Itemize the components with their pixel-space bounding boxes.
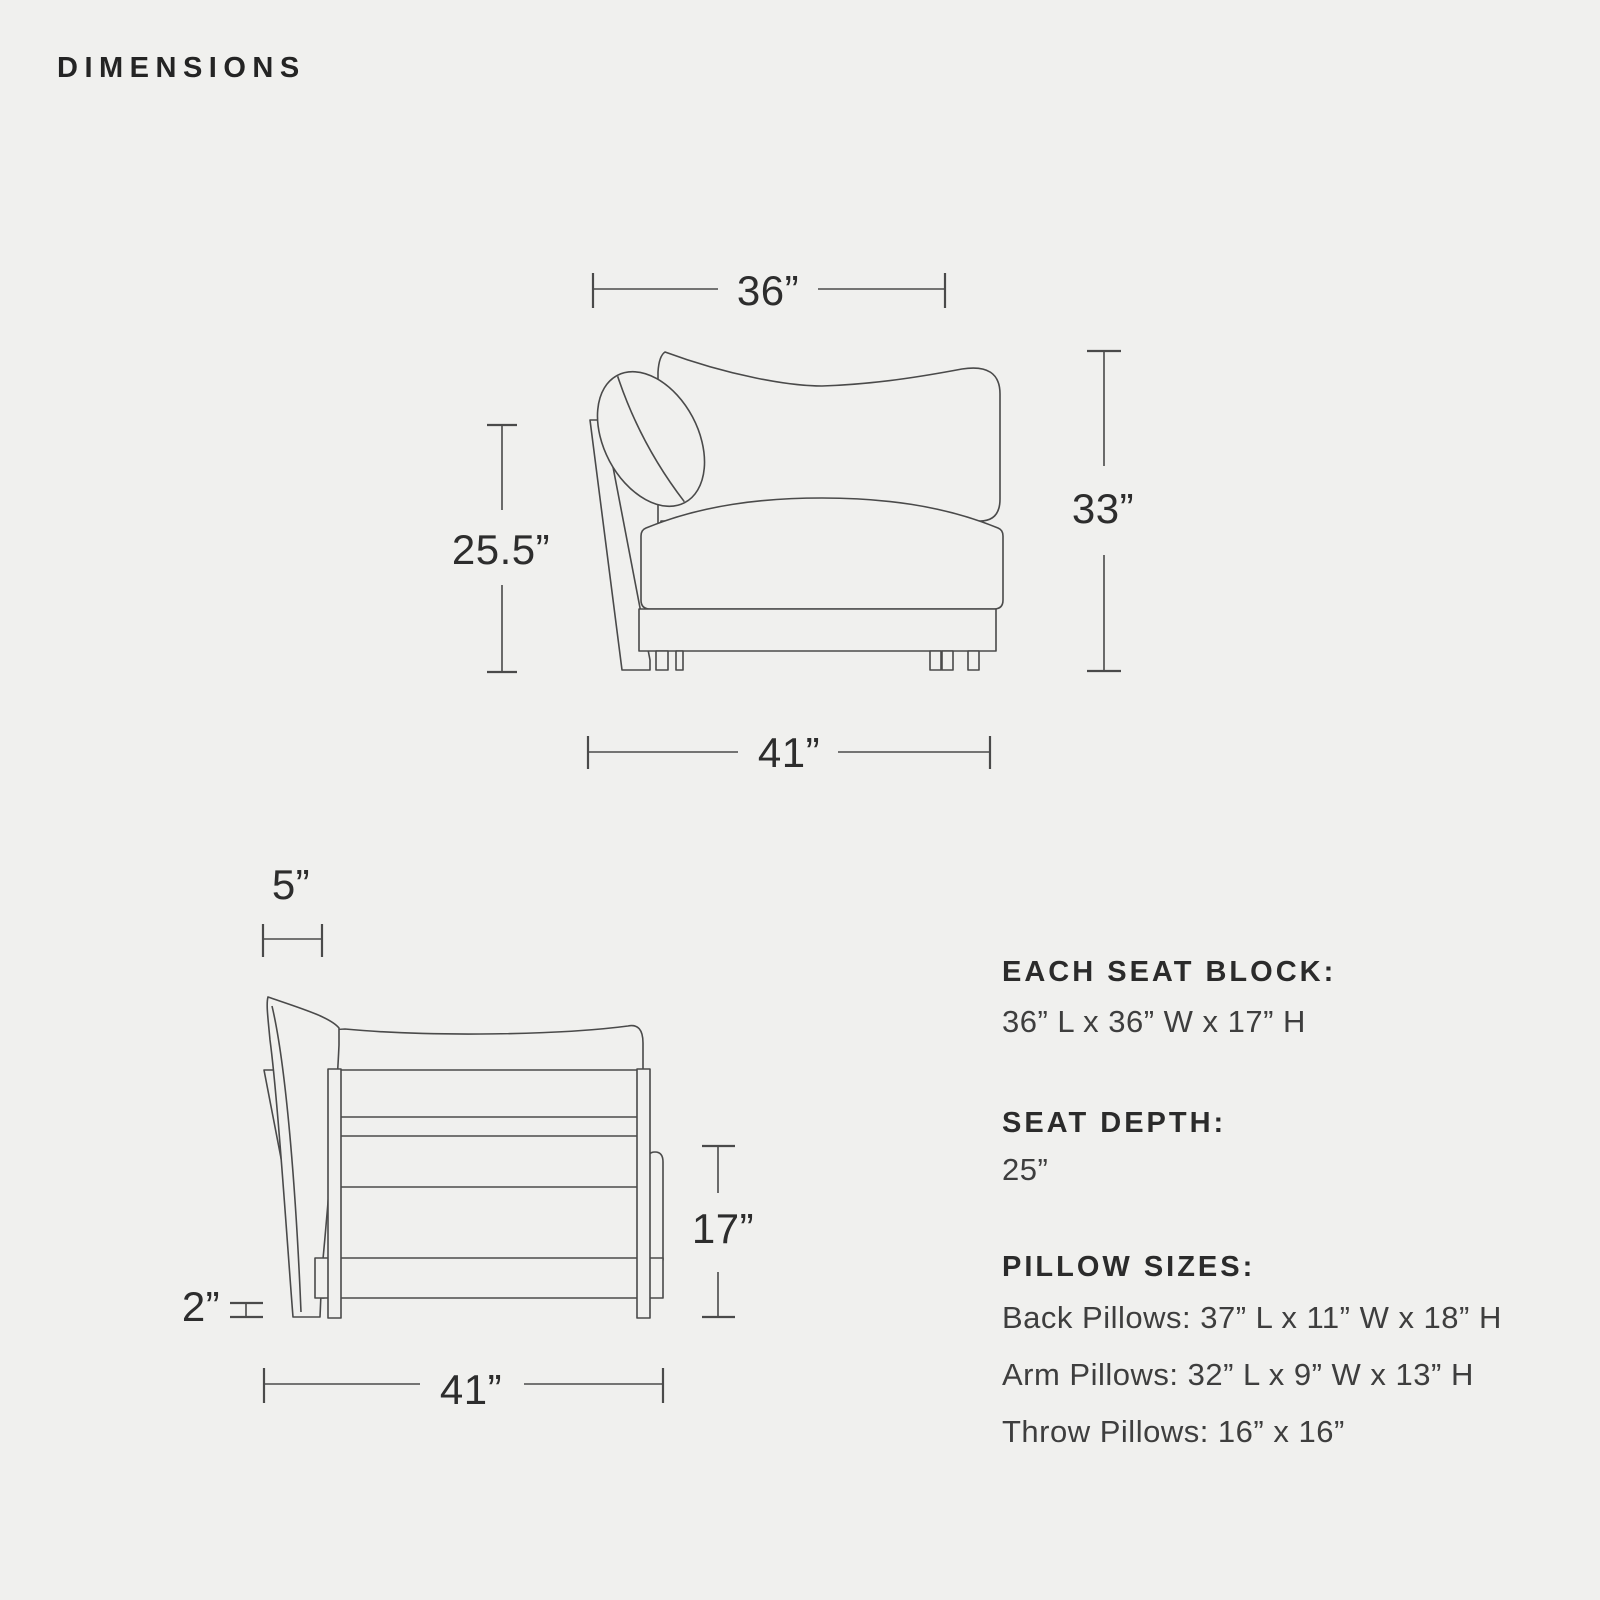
dim-label-overall-depth: 41”	[757, 729, 821, 776]
back-post-left	[328, 1069, 341, 1318]
side-leg	[968, 651, 979, 670]
dim-5	[263, 924, 322, 957]
spec-seat-depth-label: SEAT DEPTH:	[1002, 1107, 1227, 1139]
back-cushion	[322, 1026, 643, 1072]
dim-label-leg-height: 2”	[181, 1283, 221, 1330]
side-seat-cushion	[641, 498, 1003, 609]
dim-label-back-post-height: 25.5”	[451, 526, 551, 573]
spec-seat-block-label: EACH SEAT BLOCK:	[1002, 956, 1337, 988]
dim-label-back-width: 36”	[736, 267, 800, 314]
spec-pillow-sizes-label: PILLOW SIZES:	[1002, 1251, 1256, 1283]
dim-label-overall-width: 41”	[439, 1366, 503, 1413]
back-rail-mid	[330, 1136, 648, 1187]
spec-throw-pillows: Throw Pillows: 16” x 16”	[1002, 1414, 1345, 1449]
spec-seat-block-value: 36” L x 36” W x 17” H	[1002, 1004, 1306, 1039]
dim-label-overall-height: 33”	[1071, 485, 1135, 532]
spec-arm-pillows: Arm Pillows: 32” L x 9” W x 13” H	[1002, 1357, 1474, 1392]
side-view-drawing	[576, 352, 1003, 670]
spec-back-pillows: Back Pillows: 37” L x 11” W x 18” H	[1002, 1300, 1502, 1335]
back-view-drawing	[264, 997, 663, 1318]
dim-label-seat-height: 17”	[691, 1205, 755, 1252]
side-leg	[930, 651, 941, 670]
side-leg	[656, 651, 668, 670]
spec-seat-depth-value: 25”	[1002, 1152, 1049, 1187]
dim-label-pillow-lean: 5”	[271, 861, 311, 908]
back-post-right	[637, 1069, 650, 1318]
back-base	[315, 1258, 663, 1298]
page-title: DIMENSIONS	[57, 52, 306, 84]
side-leg	[942, 651, 953, 670]
back-rail-top	[330, 1070, 648, 1117]
side-base	[639, 609, 996, 651]
dim-2	[230, 1303, 263, 1317]
side-leg	[676, 651, 683, 670]
